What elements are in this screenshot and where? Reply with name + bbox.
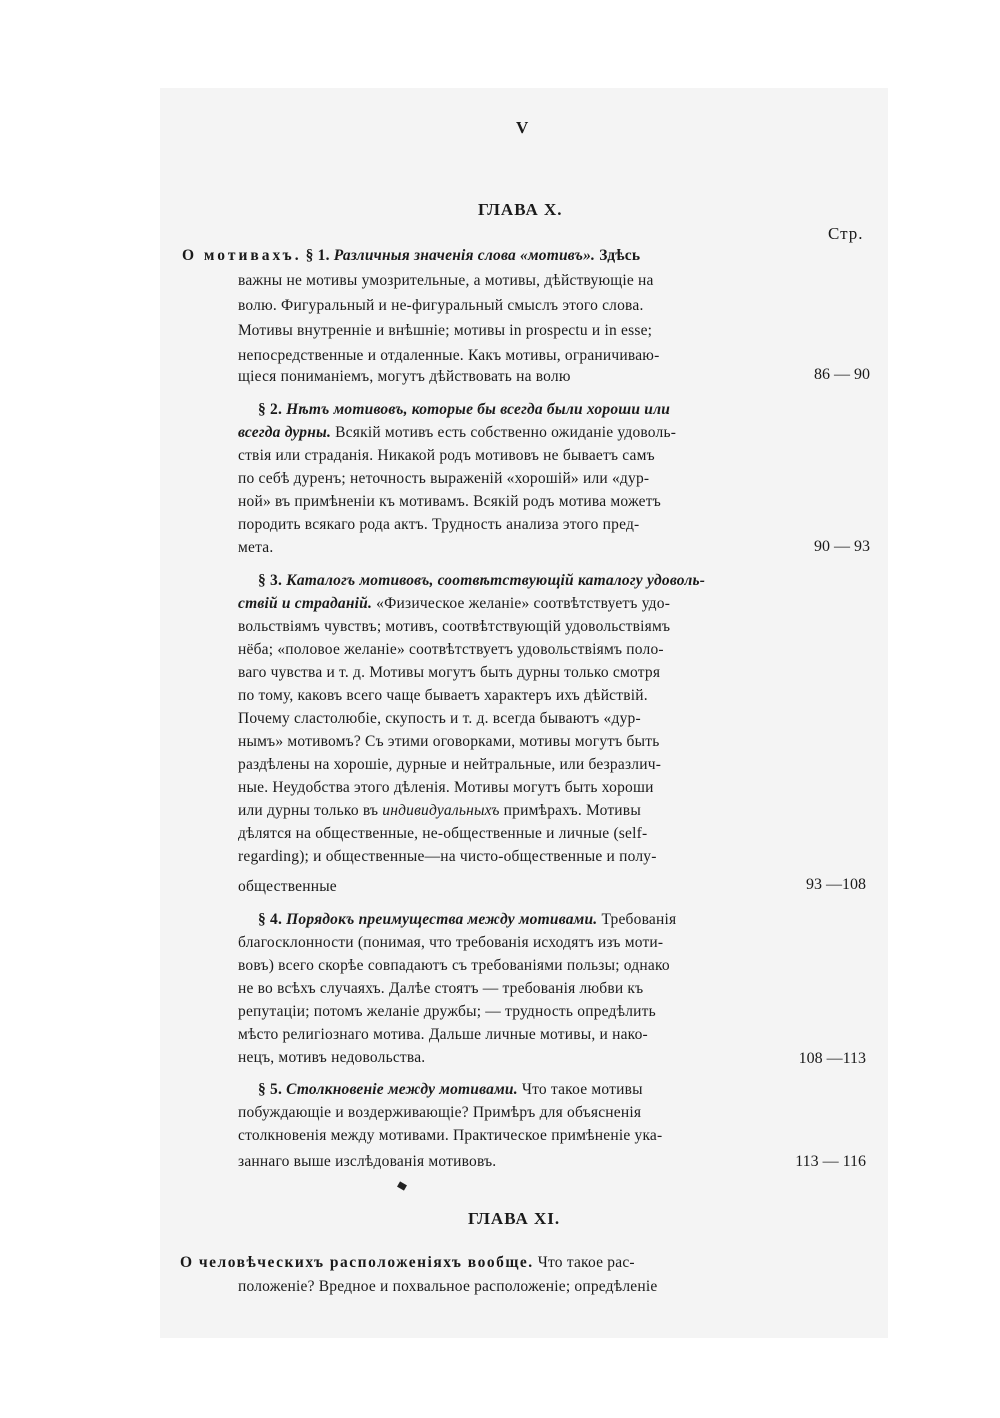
s1-l1-rest: Здѣсь bbox=[595, 247, 641, 264]
s4-pages: 108 —113 bbox=[798, 1050, 866, 1067]
s2-title-a: Нѣтъ мотивовъ, которые бы всегда были хороши или bbox=[286, 401, 671, 418]
s3-line-6: по тому, каковъ всего чаще бываетъ характеръ ихъ дѣйствій. bbox=[238, 687, 648, 704]
s1-line-1 bbox=[182, 243, 640, 268]
s2-line-1 bbox=[258, 397, 670, 422]
s4-title: Порядокъ преимущества между мотивами. bbox=[286, 911, 598, 928]
s3-num: § 3. bbox=[258, 572, 287, 589]
s1-lead: О мотивахъ. bbox=[182, 247, 302, 264]
s3-line-7: Почему сластолюбіе, скупость и т. д. всегда бываютъ «дур- bbox=[238, 710, 641, 727]
s1-line-5: непосредственные и отдаленные. Какъ мотивы, ограничиваю- bbox=[238, 347, 660, 364]
s1-line-2: важны не мотивы умозрительные, а мотивы, дѣйствующіе на bbox=[238, 272, 654, 289]
s3-title-b: ствій и страданій. bbox=[238, 595, 373, 612]
s2-line-2 bbox=[238, 420, 676, 445]
s2-line-6: породить всякаго рода актъ. Трудность анализа этого пред- bbox=[238, 516, 640, 533]
s1-pages: 86 — 90 bbox=[814, 366, 870, 383]
s3-l11-a: или дурны только въ bbox=[238, 802, 383, 819]
s5-line-2: побуждающіе и воздерживающіе? Примѣръ для объясненія bbox=[238, 1104, 642, 1121]
s4-line-4: не во всѣхъ случаяхъ. Далѣе стоятъ — требованія любви къ bbox=[238, 980, 644, 997]
s3-l2-rest: «Физическое желаніе» соотвѣтствуетъ удо- bbox=[372, 595, 671, 612]
s3-line-9: раздѣлены на хорошіе, дурные и нейтральные, или безразлич- bbox=[238, 756, 662, 773]
s2-l2-rest: Всякій мотивъ есть собственно ожиданіе удоволь- bbox=[331, 424, 677, 441]
s3-line-1 bbox=[258, 568, 705, 593]
s3-line-13: regarding); и общественные—на чисто-общественные и полу- bbox=[238, 848, 657, 865]
chapter-11-heading: ГЛАВА XI. bbox=[468, 1209, 561, 1228]
ch11-lead: О человѣческихъ расположеніяхъ вообще. bbox=[180, 1254, 534, 1271]
s5-line-4: заннаго выше изслѣдованія мотивовъ. bbox=[238, 1153, 497, 1170]
s3-line-10: ные. Неудобства этого дѣленія. Мотивы могутъ быть хороши bbox=[238, 779, 654, 796]
s3-line-5: ваго чувства и т. д. Мотивы могутъ быть дурны только смотря bbox=[238, 664, 661, 681]
ch11-line-1 bbox=[180, 1250, 635, 1275]
s2-line-4: по себѣ дуренъ; неточность выраженій «хорошій» или «дур- bbox=[238, 470, 650, 487]
ch11-line-2: положеніе? Вредное и похвальное расположеніе; опредѣленіе bbox=[238, 1278, 658, 1295]
s3-pages: 93 —108 bbox=[806, 876, 866, 893]
s4-num: § 4. bbox=[258, 911, 287, 928]
s4-line-2: благосклонности (понимая, что требованія исходятъ изъ моти- bbox=[238, 934, 664, 951]
s3-title-a: Каталогъ мотивовъ, соотвѣтствующій каталогу удоволь- bbox=[286, 572, 706, 589]
s4-line-5: репутаціи; потомъ желаніе дружбы; — трудность опредѣлить bbox=[238, 1003, 656, 1020]
s1-line-4: Мотивы внутренніе и внѣшніе; мотивы in prospectu и in esse; bbox=[238, 322, 653, 339]
s4-line-1 bbox=[258, 907, 676, 932]
s4-line-6: мѣсто религіознаго мотива. Дальше личные мотивы, и нако- bbox=[238, 1026, 648, 1043]
s2-title-b: всегда дурны. bbox=[238, 424, 332, 441]
s4-line-7: нецъ, мотивъ недовольства. bbox=[238, 1049, 426, 1066]
s2-line-5: ной» въ примѣненіи къ мотивамъ. Всякій родъ мотива можетъ bbox=[238, 493, 661, 510]
s3-line-4: нёба; «половое желаніе» соотвѣтствуетъ удовольствіямъ поло- bbox=[238, 641, 664, 658]
s3-line-12: дѣлятся на общественные, не-общественные и личные (self- bbox=[238, 825, 648, 842]
s1-line-6: щіеся пониманіемъ, могутъ дѣйствовать на волю bbox=[238, 368, 571, 385]
s1-title: Различныя значенія слова «мотивъ». bbox=[333, 247, 596, 264]
s5-num: § 5. bbox=[258, 1081, 287, 1098]
s4-line-3: вовъ) всего скорѣе совпадаютъ съ требованіями пользы; однако bbox=[238, 957, 670, 974]
s3-line-2 bbox=[238, 591, 670, 616]
s2-line-3: ствія или страданія. Никакой родъ мотивовъ не бываетъ самъ bbox=[238, 447, 655, 464]
s4-l1-rest: Требованія bbox=[597, 911, 677, 928]
s5-line-1 bbox=[258, 1077, 643, 1102]
s3-line-3: вольствіямъ чувствъ; мотивъ, соотвѣтствующій удовольствіямъ bbox=[238, 618, 671, 635]
s5-l1-rest: Что такое мотивы bbox=[517, 1081, 643, 1098]
s1-num: § 1. bbox=[301, 247, 334, 264]
s2-line-7: мета. bbox=[238, 539, 274, 556]
s3-l11-italic: индивидуальныхъ bbox=[382, 802, 500, 819]
s1-line-3: волю. Фигуральный и не-фигуральный смыслъ этого слова. bbox=[238, 297, 644, 314]
s3-line-11 bbox=[238, 798, 641, 823]
s5-line-3: столкновенія между мотивами. Практическое примѣненіе ука- bbox=[238, 1127, 663, 1144]
s3-l11-c: примѣрахъ. Мотивы bbox=[499, 802, 641, 819]
s2-num: § 2. bbox=[258, 401, 287, 418]
s3-line-8: нымъ» мотивомъ? Съ этими оговорками, мотивы могутъ быть bbox=[238, 733, 660, 750]
s5-title: Столкновеніе между мотивами. bbox=[286, 1081, 518, 1098]
s2-pages: 90 — 93 bbox=[814, 538, 870, 555]
page-roman-numeral: V bbox=[516, 118, 529, 137]
ch11-l1-rest: Что такое рас- bbox=[533, 1254, 635, 1271]
s3-line-14: общественные bbox=[238, 878, 337, 895]
s5-pages: 113 — 116 bbox=[795, 1153, 866, 1170]
chapter-10-heading: ГЛАВА X. bbox=[478, 200, 563, 219]
page-column-header: Стр. bbox=[828, 224, 864, 243]
